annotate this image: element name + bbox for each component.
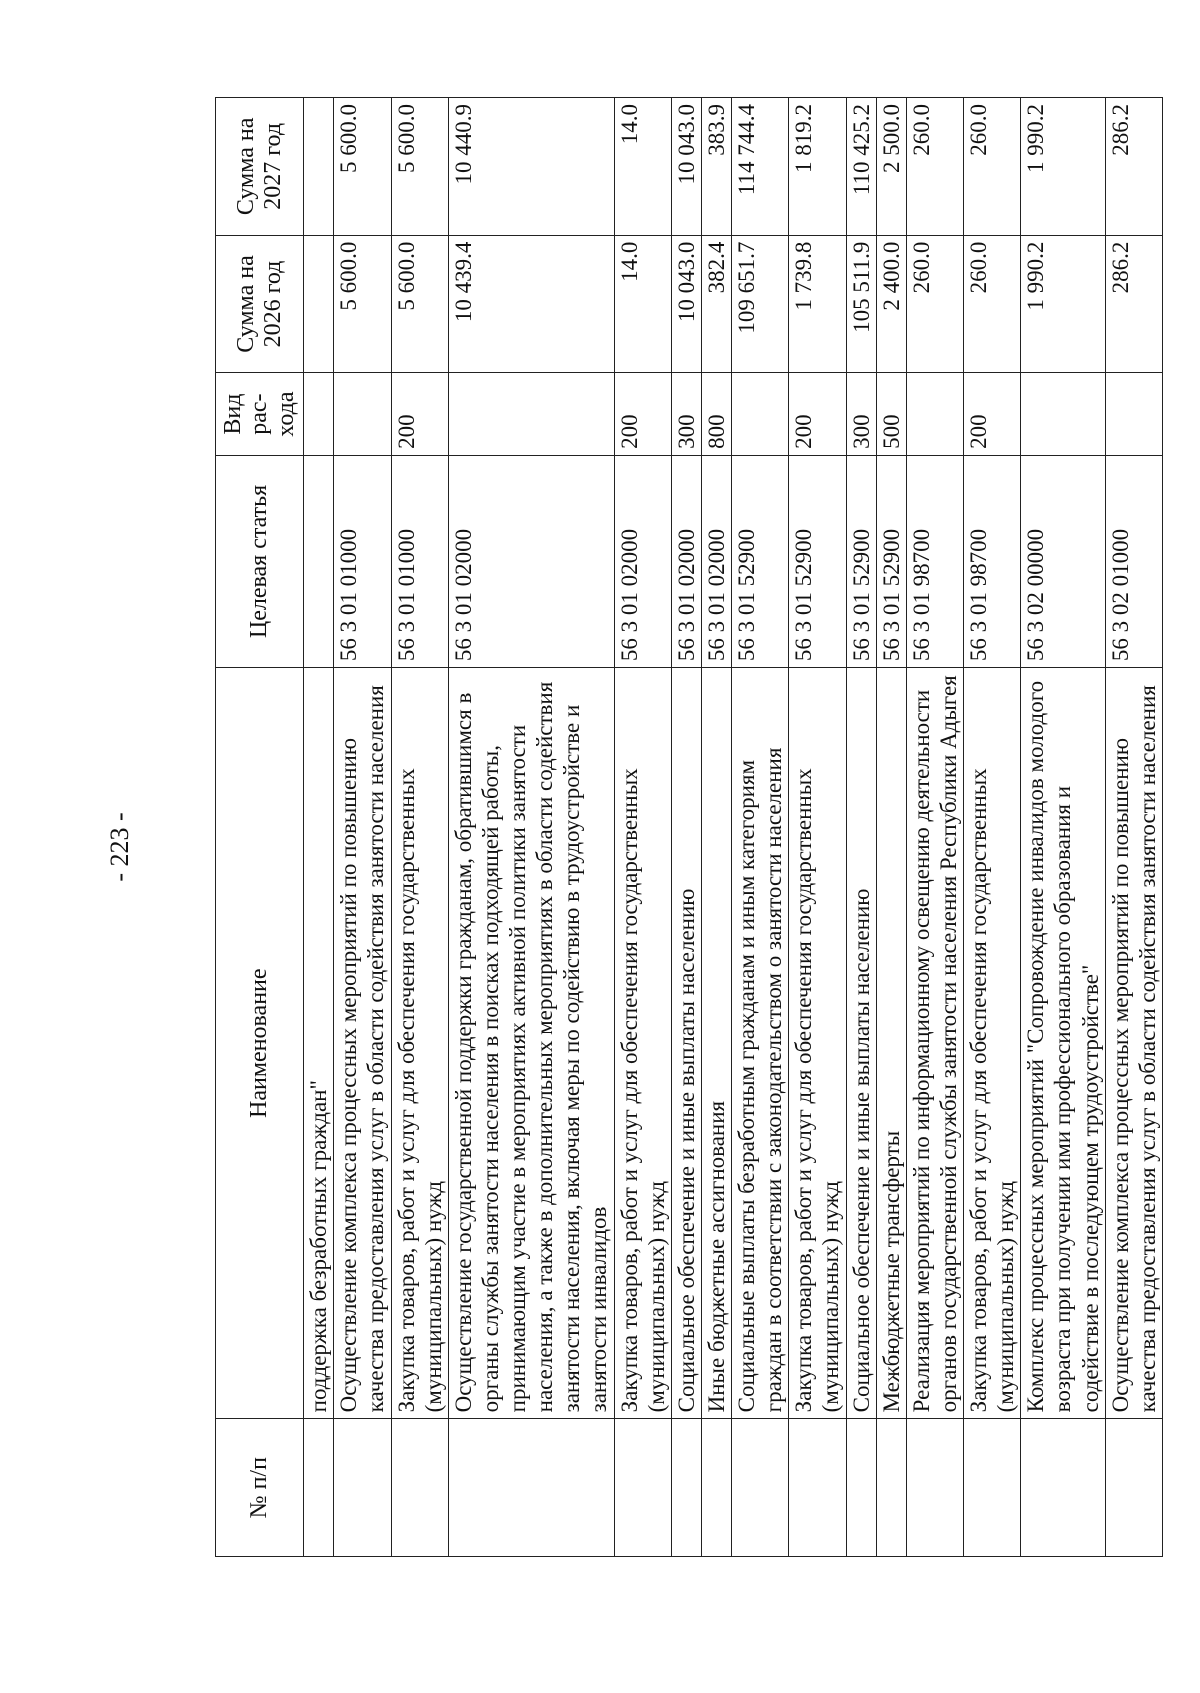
- cell-number: [701, 1418, 731, 1556]
- cell-target-article: 56 3 01 02000: [701, 455, 731, 667]
- cell-target-article: 56 3 02 00000: [1021, 455, 1105, 667]
- table-row: [906, 97, 963, 1556]
- table-row: [701, 97, 731, 1556]
- cell-sum-2026: 10 043.0: [671, 235, 701, 373]
- table-row: [614, 97, 671, 1556]
- cell-sum-2027: [304, 97, 334, 235]
- cell-sum-2027: 260.0: [964, 97, 1021, 235]
- table-row: [789, 97, 846, 1556]
- cell-expense-type: 200: [391, 372, 448, 455]
- cell-name: Социальное обеспечение и иные выплаты населению: [846, 667, 876, 1418]
- table-row: [671, 97, 701, 1556]
- cell-target-article: 56 3 01 01000: [391, 455, 448, 667]
- cell-sum-2026: 5 600.0: [391, 235, 448, 373]
- cell-name: Социальное обеспечение и иные выплаты населению: [671, 667, 701, 1418]
- cell-sum-2027: 10 440.9: [448, 97, 614, 235]
- cell-number: [876, 1418, 906, 1556]
- cell-expense-type: 200: [789, 372, 846, 455]
- cell-number: [1105, 1418, 1162, 1556]
- cell-target-article: 56 3 01 02000: [671, 455, 701, 667]
- table-row: [1021, 97, 1105, 1556]
- cell-sum-2026: 5 600.0: [334, 235, 391, 373]
- cell-name: Иные бюджетные ассигнования: [701, 667, 731, 1418]
- cell-expense-type: [906, 372, 963, 455]
- cell-name: Закупка товаров, работ и услуг для обеспечения государственных (муниципальных) нужд: [391, 667, 448, 1418]
- cell-name: Социальные выплаты безработным гражданам и иным категориям граждан в соответствии с законодательством о занятости населения: [732, 667, 789, 1418]
- page-number: - 223 -: [105, 811, 134, 882]
- cell-number: [304, 1418, 334, 1556]
- cell-sum-2026: 260.0: [906, 235, 963, 373]
- cell-number: [448, 1418, 614, 1556]
- cell-number: [614, 1418, 671, 1556]
- table-row: [964, 97, 1021, 1556]
- cell-number: [334, 1418, 391, 1556]
- cell-target-article: 56 3 02 01000: [1105, 455, 1162, 667]
- cell-sum-2027: 5 600.0: [391, 97, 448, 235]
- cell-number: [906, 1418, 963, 1556]
- cell-expense-type: 300: [846, 372, 876, 455]
- cell-sum-2026: 14.0: [614, 235, 671, 373]
- cell-expense-type: 200: [964, 372, 1021, 455]
- cell-sum-2027: 14.0: [614, 97, 671, 235]
- table-row: [334, 97, 391, 1556]
- table-row: [732, 97, 789, 1556]
- table-row: [448, 97, 614, 1556]
- table-row: [391, 97, 448, 1556]
- cell-target-article: 56 3 01 98700: [906, 455, 963, 667]
- cell-number: [964, 1418, 1021, 1556]
- cell-sum-2027: 110 425.2: [846, 97, 876, 235]
- cell-expense-type: [732, 372, 789, 455]
- table-row: [876, 97, 906, 1556]
- cell-target-article: 56 3 01 98700: [964, 455, 1021, 667]
- cell-sum-2026: 109 651.7: [732, 235, 789, 373]
- header-expense-type: Вид рас-хода: [216, 372, 304, 455]
- header-target-article: Целевая статья: [216, 455, 304, 667]
- cell-sum-2026: 2 400.0: [876, 235, 906, 373]
- cell-sum-2026: 10 439.4: [448, 235, 614, 373]
- cell-number: [671, 1418, 701, 1556]
- header-name: Наименование: [216, 667, 304, 1418]
- cell-sum-2026: 382.4: [701, 235, 731, 373]
- cell-expense-type: 300: [671, 372, 701, 455]
- cell-sum-2026: [304, 235, 334, 373]
- cell-name: Закупка товаров, работ и услуг для обеспечения государственных (муниципальных) нужд: [789, 667, 846, 1418]
- cell-expense-type: [1105, 372, 1162, 455]
- cell-sum-2026: 260.0: [964, 235, 1021, 373]
- cell-target-article: 56 3 01 01000: [334, 455, 391, 667]
- cell-expense-type: 800: [701, 372, 731, 455]
- cell-sum-2027: 1 819.2: [789, 97, 846, 235]
- table-row: [1105, 97, 1162, 1556]
- cell-name: Закупка товаров, работ и услуг для обеспечения государственных (муниципальных) нужд: [614, 667, 671, 1418]
- cell-number: [789, 1418, 846, 1556]
- cell-sum-2027: 286.2: [1105, 97, 1162, 235]
- cell-target-article: 56 3 01 02000: [614, 455, 671, 667]
- cell-expense-type: [334, 372, 391, 455]
- rotated-content: [95, 47, 1160, 1647]
- cell-expense-type: 200: [614, 372, 671, 455]
- cell-name: Закупка товаров, работ и услуг для обеспечения государственных (муниципальных) нужд: [964, 667, 1021, 1418]
- table-row: [846, 97, 876, 1556]
- cell-sum-2027: 1 990.2: [1021, 97, 1105, 235]
- cell-sum-2026: 1 739.8: [789, 235, 846, 373]
- cell-name: Осуществление государственной поддержки гражданам, обратившимся в органы службы занятости населения в поисках подходящей работы, принимающим участие в мероприятиях активной политики занятости населения, а также в дополнительных мероприятиях в области содействия занятости населения, включая меры по содействию в трудоустройстве и занятости инвалидов: [448, 667, 614, 1418]
- header-sum-2026: Сумма на 2026 год: [216, 235, 304, 373]
- cell-sum-2027: 5 600.0: [334, 97, 391, 235]
- cell-name: Комплекс процессных мероприятий "Сопровождение инвалидов молодого возраста при получении ими профессионального образования и содействие в последующем трудоустройстве": [1021, 667, 1105, 1418]
- header-sum-2027: Сумма на 2027 год: [216, 97, 304, 235]
- cell-name: Реализация мероприятий по информационному освещению деятельности органов государственной службы занятости населения Республики Адыгея: [906, 667, 963, 1418]
- cell-target-article: 56 3 01 52900: [876, 455, 906, 667]
- cell-number: [732, 1418, 789, 1556]
- cell-sum-2027: 114 744.4: [732, 97, 789, 235]
- cell-name: Осуществление комплекса процессных мероприятий по повышению качества предоставления услуг в области содействия занятости населения: [334, 667, 391, 1418]
- cell-expense-type: [1021, 372, 1105, 455]
- cell-sum-2026: 286.2: [1105, 235, 1162, 373]
- cell-sum-2026: 105 511.9: [846, 235, 876, 373]
- cell-number: [1021, 1418, 1105, 1556]
- cell-sum-2027: 383.9: [701, 97, 731, 235]
- cell-name: Осуществление комплекса процессных мероприятий по повышению качества предоставления услуг в области содействия занятости населения: [1105, 667, 1162, 1418]
- cell-expense-type: 500: [876, 372, 906, 455]
- cell-name: Межбюджетные трансферты: [876, 667, 906, 1418]
- cell-name: поддержка безработных граждан": [304, 667, 334, 1418]
- cell-number: [391, 1418, 448, 1556]
- cell-target-article: 56 3 01 02000: [448, 455, 614, 667]
- cell-expense-type: [448, 372, 614, 455]
- cell-target-article: 56 3 01 52900: [846, 455, 876, 667]
- cell-sum-2027: 10 043.0: [671, 97, 701, 235]
- cell-sum-2026: 1 990.2: [1021, 235, 1105, 373]
- cell-expense-type: [304, 372, 334, 455]
- budget-table: [215, 97, 1163, 1557]
- table-body: [304, 97, 1163, 1556]
- cell-target-article: [304, 455, 334, 667]
- cell-number: [846, 1418, 876, 1556]
- table-row: [304, 97, 334, 1556]
- table-header-row: [216, 97, 304, 1556]
- cell-sum-2027: 260.0: [906, 97, 963, 235]
- cell-target-article: 56 3 01 52900: [789, 455, 846, 667]
- cell-sum-2027: 2 500.0: [876, 97, 906, 235]
- header-number: № п/п: [216, 1418, 304, 1556]
- cell-target-article: 56 3 01 52900: [732, 455, 789, 667]
